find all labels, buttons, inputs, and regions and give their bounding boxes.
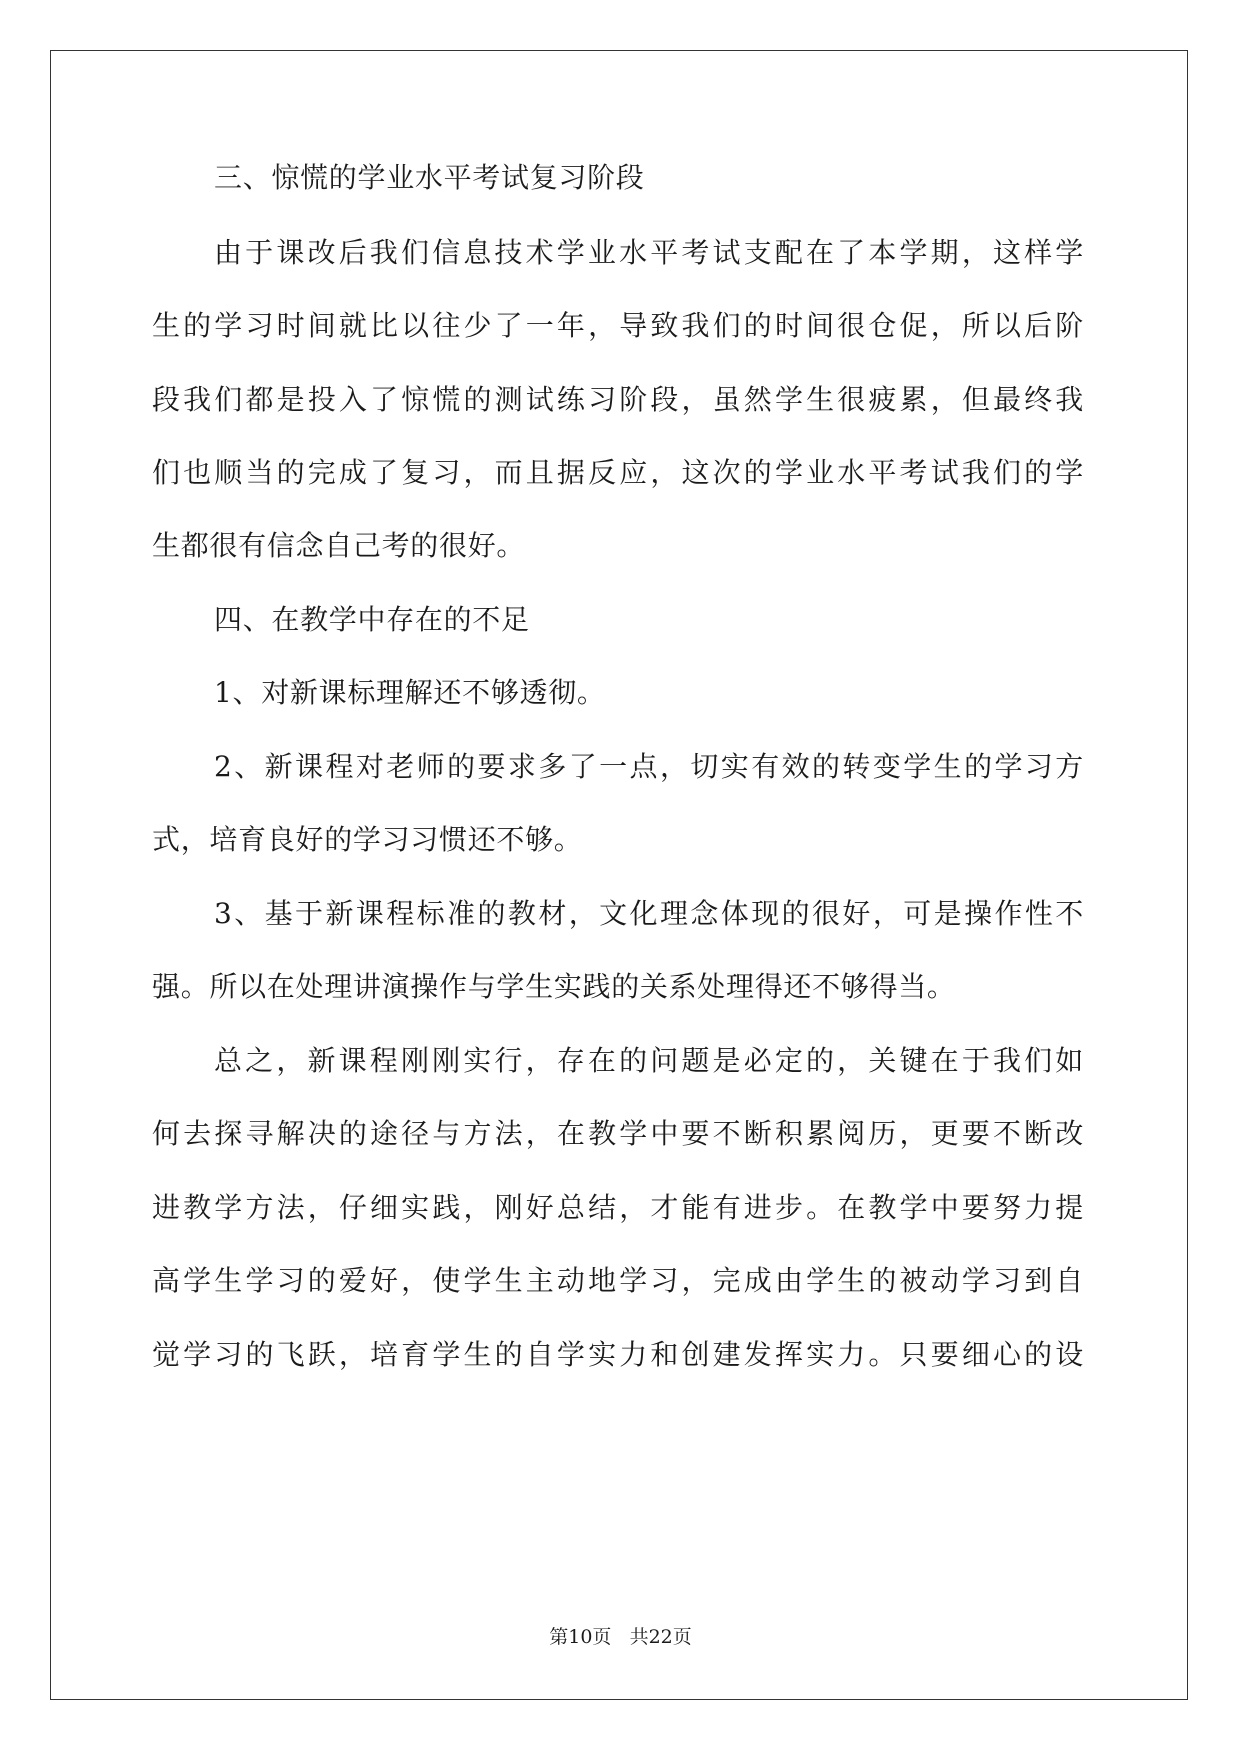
section-heading-4: 四、在教学中存在的不足 [214,603,530,636]
page-footer [0,1625,1241,1649]
list-item: 3、基于新课程标准的教材，文化理念体现的很好，可是操作性不 [214,897,1084,930]
paragraph-line: 由于课改后我们信息技术学业水平考试支配在了本学期，这样学 [214,236,1084,269]
list-item: 2、新课程对老师的要求多了一点，切实有效的转变学生的学习方 [214,750,1084,783]
paragraph-line: 们也顺当的完成了复习，而且据反应，这次的学业水平考试我们的学 [152,456,1084,489]
list-item-continuation: 式，培育良好的学习习惯还不够。 [152,823,583,856]
list-item-continuation: 强。所以在处理讲演操作与学生实践的关系处理得还不够得当。 [152,970,956,1003]
page-number: 第10页 [549,1626,612,1648]
list-item: 1、对新课标理解还不够透彻。 [214,676,606,709]
page-border [50,50,1188,1700]
paragraph-line: 段我们都是投入了惊慌的测试练习阶段，虽然学生很疲累，但最终我 [152,383,1084,416]
paragraph-line: 生都很有信念自己考的很好。 [152,529,526,562]
paragraph-line: 何去探寻解决的途径与方法，在教学中要不断积累阅历，更要不断改 [152,1117,1084,1150]
paragraph-line: 觉学习的飞跃，培育学生的自学实力和创建发挥实力。只要细心的设 [152,1338,1084,1371]
paragraph-line: 高学生学习的爱好，使学生主动地学习，完成由学生的被动学习到自 [152,1264,1084,1297]
page-total: 共22页 [629,1626,692,1648]
paragraph-line: 总之，新课程刚刚实行，存在的问题是必定的，关键在于我们如 [214,1044,1084,1077]
section-heading-3: 三、惊慌的学业水平考试复习阶段 [214,161,645,194]
paragraph-line: 进教学方法，仔细实践，刚好总结，才能有进步。在教学中要努力提 [152,1191,1084,1224]
paragraph-line: 生的学习时间就比以往少了一年，导致我们的时间很仓促，所以后阶 [152,309,1084,342]
